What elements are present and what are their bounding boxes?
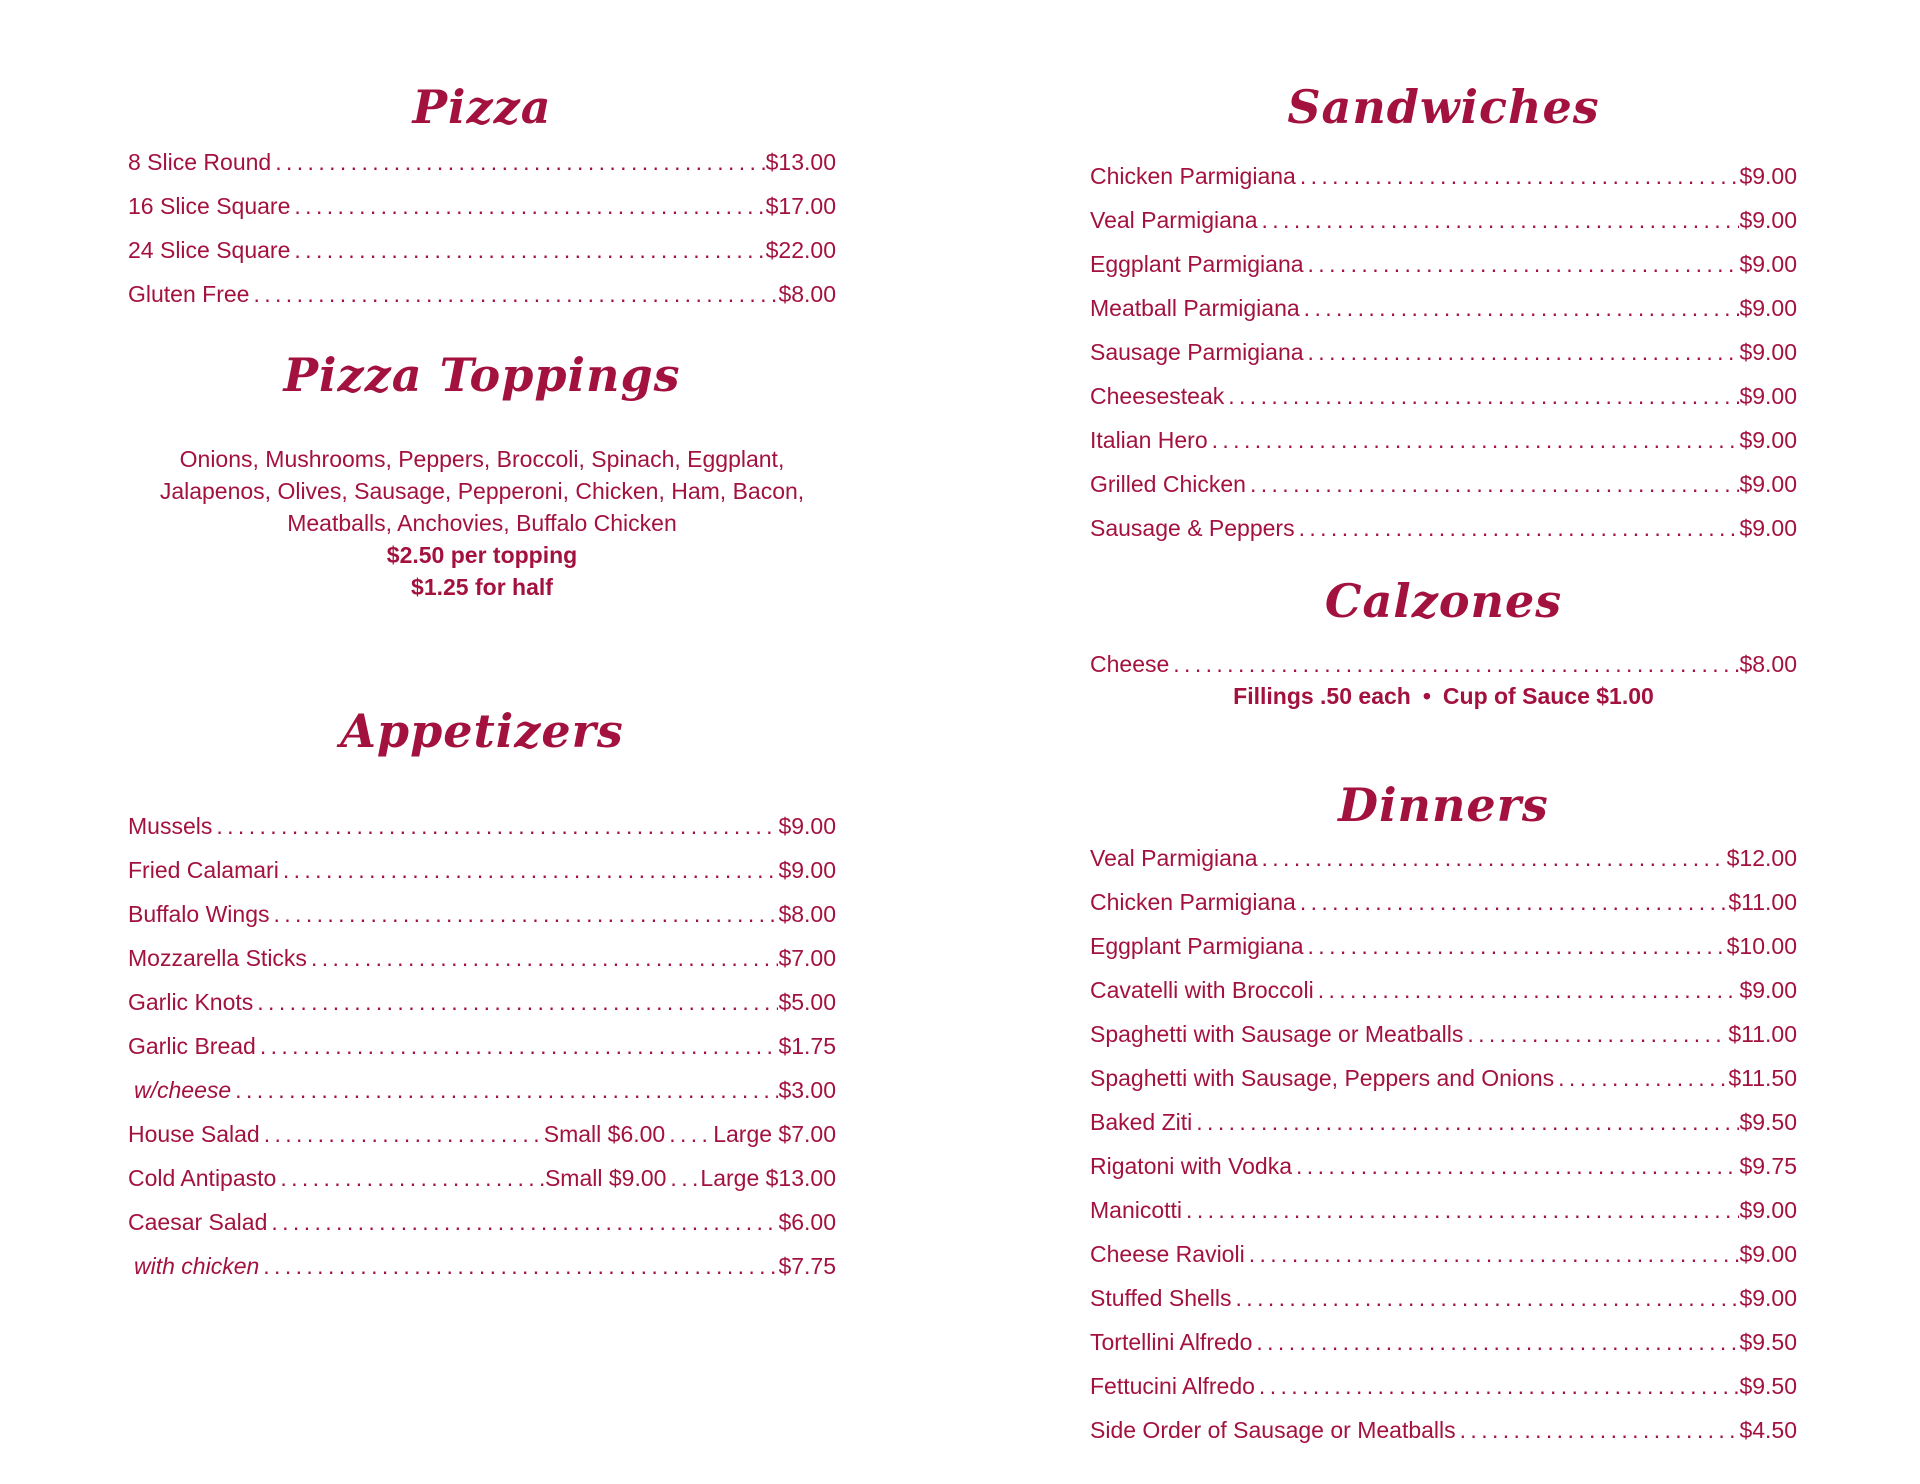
dinners-list [1090,836,1797,1452]
menu-item: Mozzarella Sticks . . . $7.00 [128,936,836,980]
topping-price-full: $2.50 per topping [386,542,578,568]
bullet-separator: • [1422,683,1431,709]
menu-item: Garlic Bread . . . $1.75 [128,1024,836,1068]
menu-item: Cheese . . . $8.00 [1090,642,1797,686]
menu-item: Mussels . . . $9.00 [128,804,836,848]
pizza-toppings-heading: Pizza Toppings [283,348,681,402]
menu-item: 16 Slice Square . . . $17.00 [128,184,836,228]
menu-item: Manicotti . . . $9.00 [1090,1188,1797,1232]
dinners-heading: Dinners [1338,778,1549,832]
toppings-line: Meatballs, Anchovies, Buffalo Chicken [287,510,677,536]
menu-item: Gluten Free . . . $8.00 [128,272,836,316]
appetizers-heading: Appetizers [340,704,624,758]
menu-item: Chicken Parmigiana . . . $9.00 [1090,154,1797,198]
menu-item: Stuffed Shells . . . $9.00 [1090,1276,1797,1320]
menu-item: Sausage Parmigiana . . . $9.00 [1090,330,1797,374]
menu-item: Fettucini Alfredo . . . $9.50 [1090,1364,1797,1408]
menu-item: Spaghetti with Sausage or Meatballs . . . $11.00 [1090,1012,1797,1056]
menu-item: House Salad . . . Small $6.00 . . . Large $7.00 [128,1112,836,1156]
calzones-note [1090,683,1797,710]
pizza-list [128,140,836,316]
menu-item: Eggplant Parmigiana . . . $10.00 [1090,924,1797,968]
menu-item: Italian Hero . . . $9.00 [1090,418,1797,462]
menu-item: Cold Antipasto . . . Small $9.00 . . . Large $13.00 [128,1156,836,1200]
menu-item: Rigatoni with Vodka . . . $9.75 [1090,1144,1797,1188]
menu-item: with chicken . . . $7.75 [128,1244,836,1288]
toppings-description [128,443,836,603]
menu-item: Chicken Parmigiana . . . $11.00 [1090,880,1797,924]
menu-item: Veal Parmigiana . . . $12.00 [1090,836,1797,880]
toppings-line: Onions, Mushrooms, Peppers, Broccoli, Spinach, Eggplant, [179,446,785,472]
menu-item: Side Order of Sausage or Meatballs . . . $4.50 [1090,1408,1797,1452]
menu-item: Eggplant Parmigiana . . . $9.00 [1090,242,1797,286]
menu-item: Buffalo Wings . . . $8.00 [128,892,836,936]
menu-item: Meatball Parmigiana . . . $9.00 [1090,286,1797,330]
menu-item: Cheesesteak . . . $9.00 [1090,374,1797,418]
topping-price-half: $1.25 for half [411,574,553,600]
menu-item: w/cheese . . . $3.00 [128,1068,836,1112]
fillings-note: Fillings .50 each [1233,683,1411,709]
sandwiches-heading: Sandwiches [1287,80,1600,134]
calzones-heading: Calzones [1324,574,1563,628]
appetizers-list [128,804,836,1288]
menu-item: Grilled Chicken . . . $9.00 [1090,462,1797,506]
menu-item: Spaghetti with Sausage, Peppers and Onions . . . $11.50 [1090,1056,1797,1100]
menu-item: 8 Slice Round . . . $13.00 [128,140,836,184]
menu-item: Cavatelli with Broccoli . . . $9.00 [1090,968,1797,1012]
menu-item: Sausage & Peppers . . . $9.00 [1090,506,1797,550]
menu-item: Fried Calamari . . . $9.00 [128,848,836,892]
menu-item: Tortellini Alfredo . . . $9.50 [1090,1320,1797,1364]
sandwiches-list [1090,154,1797,550]
menu-item: Cheese Ravioli . . . $9.00 [1090,1232,1797,1276]
menu-item: Garlic Knots . . . $5.00 [128,980,836,1024]
menu-item: Baked Ziti . . . $9.50 [1090,1100,1797,1144]
sauce-note: Cup of Sauce $1.00 [1442,683,1654,709]
menu-item: Caesar Salad . . . $6.00 [128,1200,836,1244]
pizza-heading: Pizza [412,80,552,134]
menu-item: 24 Slice Square . . . $22.00 [128,228,836,272]
menu-item: Veal Parmigiana . . . $9.00 [1090,198,1797,242]
calzones-list [1090,642,1797,686]
toppings-line: Jalapenos, Olives, Sausage, Pepperoni, Chicken, Ham, Bacon, [159,478,805,504]
